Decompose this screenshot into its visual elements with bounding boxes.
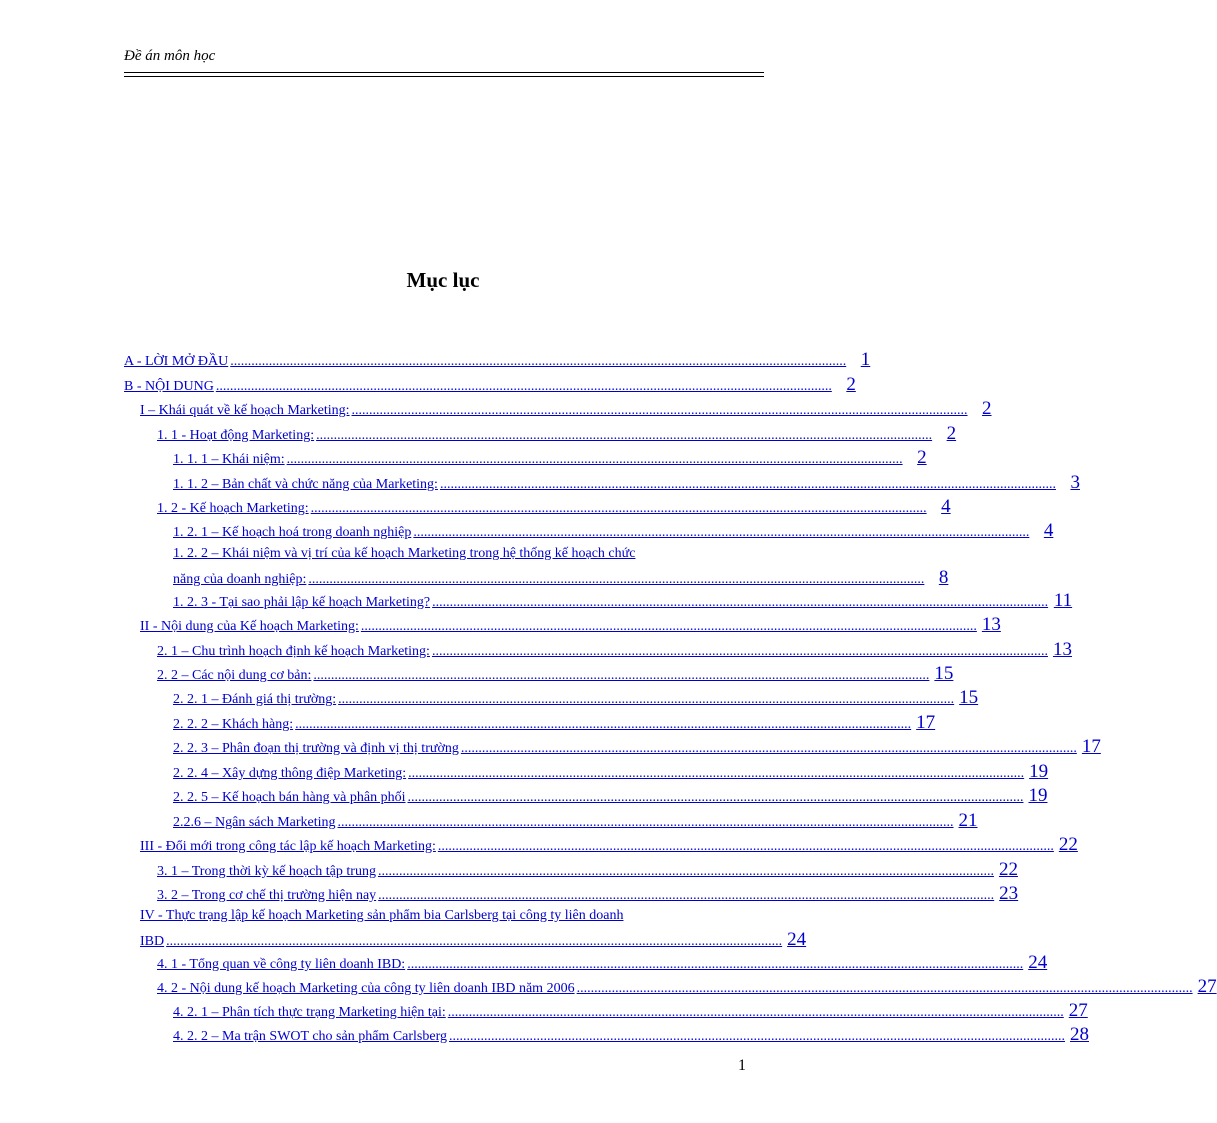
toc-page-number: 27 xyxy=(1068,1000,1088,1021)
toc-page-number: 2 xyxy=(917,447,927,468)
toc-page-number: 19 xyxy=(1028,785,1048,806)
toc-entry[interactable] xyxy=(157,638,1072,664)
toc-page-number: 2 xyxy=(982,398,992,419)
toc-entry[interactable] xyxy=(173,686,979,712)
page-title: Mục lục xyxy=(406,268,480,292)
toc-leader-dots: ................................................................................................................................................................................ xyxy=(308,572,925,587)
toc-page-number: 27 xyxy=(1197,976,1217,997)
toc-entry-text-continued: năng của doanh nghiệp: xyxy=(173,572,307,587)
toc-entry[interactable] xyxy=(173,809,978,835)
toc-page-number: 28 xyxy=(1070,1024,1089,1045)
toc-entry[interactable] xyxy=(157,662,954,688)
toc-entry-text: 2. 1 – Chu trình hoạch định kế hoạch Marketing: xyxy=(157,644,430,659)
toc-page-number: 24 xyxy=(1028,952,1048,973)
toc-page-number: 22 xyxy=(1058,834,1078,855)
toc-entry-text: 2. 2. 5 – Kế hoạch bán hàng và phân phối xyxy=(173,790,406,805)
toc-leader-dots: ................................................................................................................................................................................ xyxy=(310,501,927,516)
toc-entry-text: 4. 2 - Nội dung kế hoạch Marketing của công ty liên doanh IBD năm 2006 xyxy=(157,981,575,996)
toc-page-number: 13 xyxy=(981,614,1001,635)
toc-leader-dots: ................................................................................................................................................................................ xyxy=(437,839,1054,854)
toc-entry[interactable] xyxy=(124,373,856,399)
toc-leader-dots: ................................................................................................................................................................................ xyxy=(215,379,832,394)
toc-leader-dots: ................................................................................................................................................................................ xyxy=(295,717,912,732)
toc-entry-text: 1. 2. 3 - Tại sao phải lập kế hoạch Marketing? xyxy=(173,595,431,610)
toc-entry-text: 2. 2. 4 – Xây dựng thông điệp Marketing: xyxy=(173,766,407,781)
toc-entry[interactable] xyxy=(173,446,927,472)
toc-leader-dots: ................................................................................................................................................................................ xyxy=(377,864,994,879)
toc-leader-dots: ................................................................................................................................................................................ xyxy=(576,981,1193,996)
toc-entry-text: 1. 1. 2 – Bản chất và chức năng của Marketing: xyxy=(173,477,438,492)
toc-leader-dots: ................................................................................................................................................................................ xyxy=(449,1029,1065,1044)
toc-leader-dots: ................................................................................................................................................................................ xyxy=(407,957,1024,972)
toc-page-number: 22 xyxy=(998,859,1018,880)
toc-page-number: 17 xyxy=(916,712,936,733)
toc-page-number: 15 xyxy=(959,687,979,708)
toc-leader-dots: ................................................................................................................................................................................ xyxy=(338,692,955,707)
toc-page-number: 23 xyxy=(999,883,1019,904)
toc-entry-text: 2. 2. 2 – Khách hàng: xyxy=(173,717,294,732)
toc-page-number: 21 xyxy=(958,810,978,831)
page-number: 1 xyxy=(738,1057,746,1074)
toc-page-number: 17 xyxy=(1081,736,1101,757)
toc-leader-dots: ................................................................................................................................................................................ xyxy=(447,1005,1064,1020)
toc-entry[interactable] xyxy=(140,397,992,423)
toc-entry-text: 3. 1 – Trong thời kỳ kế hoạch tập trung xyxy=(157,864,376,879)
toc-entry-text-continued: IBD xyxy=(140,934,165,949)
toc-leader-dots: ................................................................................................................................................................................ xyxy=(408,766,1025,781)
toc-entry[interactable] xyxy=(157,951,1048,977)
toc-page-number: 19 xyxy=(1029,761,1049,782)
toc-leader-dots: ................................................................................................................................................................................ xyxy=(313,668,930,683)
toc-page-number: 4 xyxy=(941,496,951,517)
toc-page-number: 15 xyxy=(934,663,954,684)
toc-entry-text: 1. 2 - Kế hoạch Marketing: xyxy=(157,501,309,516)
toc-leader-dots: ................................................................................................................................................................................ xyxy=(166,934,783,949)
toc-entry[interactable] xyxy=(140,833,1078,859)
toc-leader-dots: ................................................................................................................................................................................ xyxy=(460,741,1077,756)
running-header: Đề án môn học xyxy=(124,48,216,64)
toc-leader-dots: ................................................................................................................................................................................ xyxy=(439,477,1056,492)
toc-entry-text: I – Khái quát về kế hoạch Marketing: xyxy=(140,403,350,418)
toc-page-number: 11 xyxy=(1053,590,1073,611)
toc-entry[interactable] xyxy=(173,589,1073,615)
toc-page-number: 3 xyxy=(1070,472,1080,493)
toc-entry-text: 2. 2. 1 – Đánh giá thị trường: xyxy=(173,692,337,707)
toc-leader-dots: ................................................................................................................................................................................ xyxy=(230,354,847,369)
toc-entry[interactable] xyxy=(140,904,807,954)
toc-entry[interactable] xyxy=(173,784,1048,810)
toc-leader-dots: ................................................................................................................................................................................ xyxy=(407,790,1024,805)
toc-leader-dots: ................................................................................................................................................................................ xyxy=(351,403,968,418)
toc-leader-dots: ................................................................................................................................................................................ xyxy=(378,888,995,903)
toc-entry-text: II - Nội dung của Kế hoạch Marketing: xyxy=(140,619,359,634)
toc-entry-text: A - LỜI MỞ ĐẦU xyxy=(124,354,229,369)
toc-page-number: 4 xyxy=(1043,520,1054,541)
toc-entry-text: 1. 2. 2 – Khái niệm và vị trí của kế hoạch Marketing trong hệ thống kế hoạch chức xyxy=(173,546,636,561)
toc-entry[interactable] xyxy=(157,422,957,448)
toc-leader-dots: ................................................................................................................................................................................ xyxy=(286,452,903,467)
toc-entry[interactable] xyxy=(157,975,1217,1001)
toc-leader-dots: ................................................................................................................................................................................ xyxy=(432,595,1049,610)
toc-page-number: 1 xyxy=(860,349,871,370)
toc-leader-dots: ................................................................................................................................................................................ xyxy=(337,815,954,830)
toc-entry[interactable] xyxy=(157,495,951,521)
toc-page-number: 2 xyxy=(946,423,957,444)
toc-page-number: 13 xyxy=(1052,639,1072,660)
toc-entry[interactable] xyxy=(173,1023,1089,1049)
toc-entry-text: 2.2.6 – Ngân sách Marketing xyxy=(173,815,336,830)
toc-entry-text: 1. 2. 1 – Kế hoạch hoá trong doanh nghiệp xyxy=(173,525,412,540)
toc-leader-dots: ................................................................................................................................................................................ xyxy=(316,428,933,443)
toc-entry[interactable] xyxy=(173,542,949,592)
toc-entry[interactable] xyxy=(173,760,1049,786)
toc-entry[interactable] xyxy=(124,348,871,374)
toc-entry[interactable] xyxy=(157,858,1018,884)
toc-entry-text: 1. 1 - Hoạt động Marketing: xyxy=(157,428,315,443)
toc-entry[interactable] xyxy=(173,711,936,737)
toc-entry[interactable] xyxy=(173,471,1080,497)
toc-entry-text: IV - Thực trạng lập kế hoạch Marketing sản phẩm bia Carlsberg tại công ty liên doanh xyxy=(140,908,624,923)
toc-entry-text: 1. 1. 1 – Khái niệm: xyxy=(173,452,285,467)
toc-leader-dots: ................................................................................................................................................................................ xyxy=(431,644,1048,659)
toc-entry-text: 3. 2 – Trong cơ chế thị trường hiện nay xyxy=(157,888,377,903)
toc-leader-dots: ................................................................................................................................................................................ xyxy=(413,525,1030,540)
toc-entry-text: 2. 2. 3 – Phân đoạn thị trường và định vị thị trường xyxy=(173,741,459,756)
toc-entry-text: 4. 2. 1 – Phân tích thực trạng Marketing hiện tại: xyxy=(173,1005,446,1020)
toc-entry-text: 2. 2 – Các nội dung cơ bản: xyxy=(157,668,312,683)
toc-entry[interactable] xyxy=(173,735,1101,761)
toc-entry[interactable] xyxy=(140,613,1001,639)
toc-entry-text: 4. 1 - Tổng quan về công ty liên doanh IBD: xyxy=(157,957,406,972)
toc-page-number: 24 xyxy=(787,929,807,950)
toc-leader-dots: ................................................................................................................................................................................ xyxy=(360,619,977,634)
toc-entry[interactable] xyxy=(173,999,1088,1025)
toc-entry-text: III - Đổi mới trong công tác lập kế hoạch Marketing: xyxy=(140,839,436,854)
toc-entry-text: B - NỘI DUNG xyxy=(124,379,214,394)
toc-entry-text: 4. 2. 2 – Ma trận SWOT cho sản phẩm Carlsberg xyxy=(173,1029,447,1044)
toc-page-number: 2 xyxy=(846,374,856,395)
toc-page-number: 8 xyxy=(938,567,949,588)
